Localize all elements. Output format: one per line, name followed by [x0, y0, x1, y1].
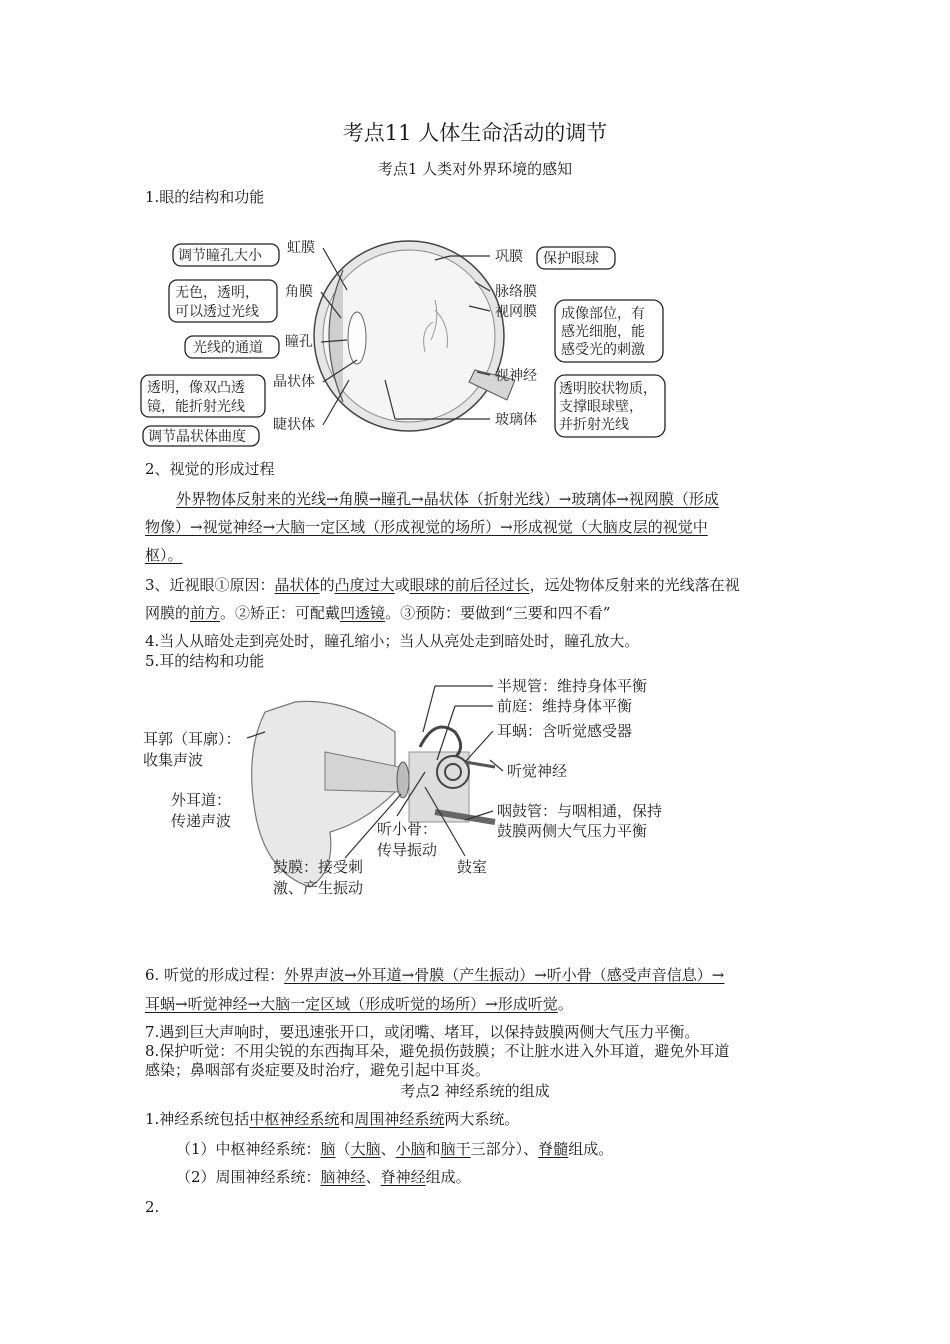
vision-line-3: 枢）。 — [145, 546, 183, 564]
eyeball-illustration — [314, 241, 515, 431]
item-2: 2. — [145, 1198, 160, 1216]
section-heading-2: 考点2 神经系统的组成 — [400, 1082, 550, 1100]
label-optic-nerve: 视神经 — [495, 368, 537, 384]
eye-diagram — [135, 230, 675, 450]
label-cochlea: 耳蜗：含听觉感受器 — [497, 722, 633, 740]
svg-text:感受光的刺激: 感受光的刺激 — [561, 342, 645, 358]
svg-text:透明胶状物质，: 透明胶状物质， — [559, 381, 657, 397]
svg-text:透明，像双凸透: 透明，像双凸透 — [147, 380, 245, 396]
label-eustachian: 咽鼓管：与咽相通，保持 — [497, 802, 663, 820]
ear-diagram — [135, 672, 695, 912]
label-iris: 虹膜 — [287, 240, 315, 256]
nervous-peripheral: （2）周围神经系统：脑神经、脊神经组成。 — [176, 1168, 471, 1186]
hearing-line-1: 6. 听觉的形成过程：外界声波→外耳道→骨膜（产生振动）→听小骨（感受声音信息）→ — [145, 966, 725, 984]
hearing-line-2: 耳蜗→听觉神经→大脑一定区域（形成听觉的场所）→形成听觉。 — [145, 995, 573, 1013]
vision-line-2: 物像）→视觉神经→大脑一定区域（形成视觉的场所）→形成视觉（大脑皮层的视觉中 — [145, 518, 708, 536]
svg-text:并折射光线: 并折射光线 — [559, 417, 629, 433]
label-ear-canal: 外耳道： — [171, 791, 232, 809]
eye-heading: 1.眼的结构和功能 — [145, 188, 265, 206]
svg-text:镜，能折射光线: 镜，能折射光线 — [147, 399, 245, 415]
label-tympanic-cavity: 鼓室 — [457, 858, 488, 876]
myopia-line-1: 3、近视眼①原因：晶状体的凸度过大或眼球的前后径过长，远处物体反射来的光线落在视 — [145, 576, 740, 594]
vision-line-1: 外界物体反射来的光线→角膜→瞳孔→晶状体（折射光线）→玻璃体→视网膜（形成 — [176, 490, 719, 508]
label-ciliary: 睫状体 — [273, 417, 315, 433]
label-pinna: 耳郭（耳廓）： — [143, 730, 241, 748]
label-sclera: 巩膜 — [495, 249, 523, 265]
label-semicircular: 半规管：维持身体平衡 — [497, 677, 648, 695]
svg-text:感光细胞，能: 感光细胞，能 — [561, 324, 645, 340]
section-heading-1: 考点1 人类对外界环境的感知 — [377, 160, 573, 178]
svg-text:传导振动: 传导振动 — [377, 841, 438, 859]
myopia-line-2: 网膜的前方。②矫正：可配戴凹透镜。③预防：要做到“三要和四不看” — [145, 604, 611, 622]
svg-text:可以透过光线: 可以透过光线 — [175, 304, 259, 320]
vision-heading: 2、视觉的形成过程 — [145, 460, 275, 478]
label-eardrum: 鼓膜：接受刺 — [273, 858, 364, 876]
label-ossicles: 听小骨： — [377, 820, 438, 838]
nervous-line-1: 1.神经系统包括中枢神经系统和周围神经系统两大系统。 — [145, 1110, 520, 1128]
label-cornea: 角膜 — [285, 284, 313, 300]
nervous-central: （1）中枢神经系统：脑（大脑、小脑和脑干三部分）、脊髓组成。 — [176, 1140, 614, 1158]
svg-text:传递声波: 传递声波 — [171, 812, 232, 830]
svg-text:光线的通道: 光线的通道 — [193, 340, 263, 356]
note-iris-text: 调节瞳孔大小 — [178, 248, 262, 264]
label-retina: 视网膜 — [495, 304, 537, 320]
svg-text:支撑眼球壁，: 支撑眼球壁， — [559, 399, 643, 415]
item-7: 7.遇到巨大声响时，要迅速张开口，或闭嘴、堵耳，以保持鼓膜两侧大气压力平衡。 — [145, 1023, 700, 1041]
label-auditory-nerve: 听觉神经 — [507, 762, 568, 780]
svg-text:保护眼球: 保护眼球 — [543, 251, 599, 267]
ear-heading: 5.耳的结构和功能 — [145, 652, 265, 670]
item-8-line-2: 感染；鼻咽部有炎症要及时治疗，避免引起中耳炎。 — [145, 1061, 491, 1079]
label-choroid: 脉络膜 — [495, 284, 537, 300]
item-4: 4.当人从暗处走到亮处时，瞳孔缩小；当人从亮处走到暗处时，瞳孔放大。 — [145, 632, 640, 650]
svg-text:收集声波: 收集声波 — [143, 751, 204, 769]
label-pupil: 瞳孔 — [285, 334, 313, 350]
svg-text:调节晶状体曲度: 调节晶状体曲度 — [148, 429, 246, 445]
label-vestibule: 前庭：维持身体平衡 — [497, 697, 633, 715]
svg-text:激、产生振动: 激、产生振动 — [273, 879, 364, 897]
item-8-line-1: 8.保护听觉：不用尖锐的东西掏耳朵，避免损伤鼓膜；不让脏水进入外耳道，避免外耳道 — [145, 1042, 730, 1060]
svg-text:鼓膜两侧大气压力平衡: 鼓膜两侧大气压力平衡 — [497, 822, 648, 840]
label-lens: 晶状体 — [273, 374, 315, 390]
svg-text:成像部位，有: 成像部位，有 — [561, 306, 645, 322]
svg-text:无色，透明，: 无色，透明， — [175, 285, 259, 301]
label-vitreous: 玻璃体 — [495, 412, 537, 428]
page-title: 考点11 人体生命活动的调节 — [342, 121, 608, 145]
